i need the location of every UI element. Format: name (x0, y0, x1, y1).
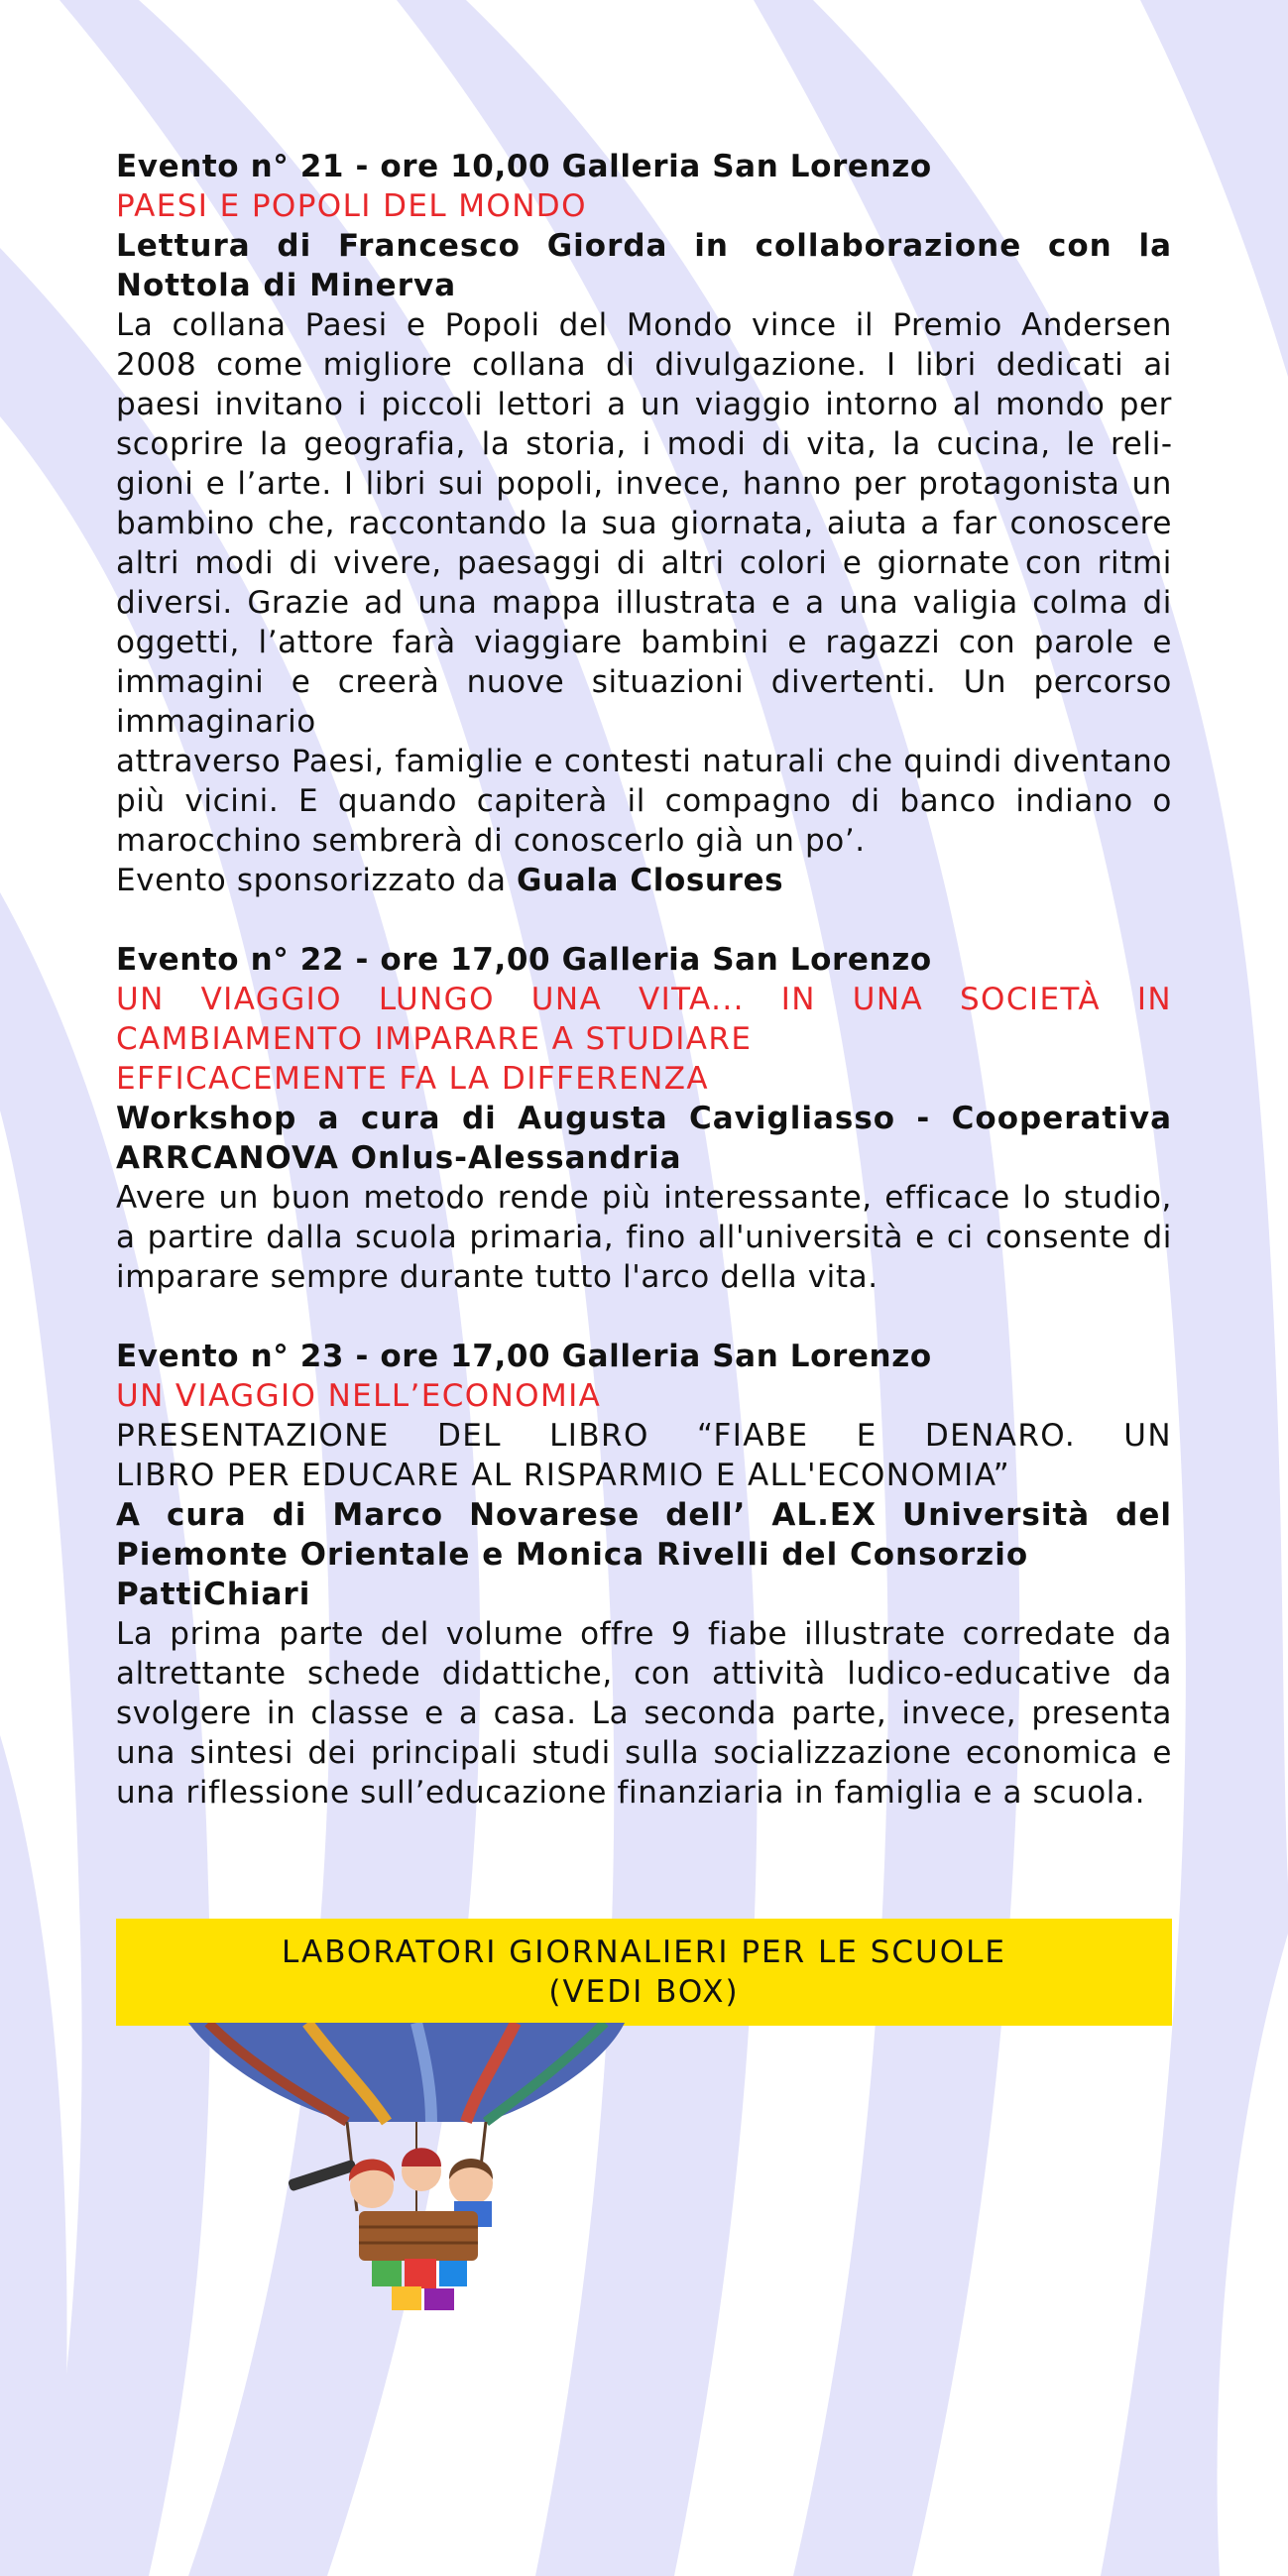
event-subtitle (116, 1099, 1172, 1178)
sponsor-line (116, 861, 1172, 900)
hot-air-balloon-icon (188, 2023, 625, 2320)
description-paragraph: Avere un buon metodo rende più interessante, efficace lo studio, a partire dalla scuola primaria, fino all'università e ci consente di imparare sempre durante tutto l'arco della vita. (116, 1180, 1172, 1295)
description-paragraph: La collana Paesi e Popoli del Mondo vince il Premio Andersen 2008 come migliore collana di divulgazione. I libri dedicati ai paesi invitano i piccoli lettori a un viaggio intorno al mondo per scoprire la geografia, la storia, i modi di vita, la cucina, le religioni e l’arte. I libri sui popoli, invece, hanno per protagonista un bambino che, raccontando la sua giornata, aiuta a far conoscere altri modi di vivere, paesaggi di altri colori e giornate con ritmi diversi. Grazie ad una mappa illustrata e a una valigia colma di oggetti, l’attore farà viaggiare bambini e ragazzi con parole e immagini e creerà nuove situazioni divertenti. Un percorso immaginario (116, 307, 1172, 740)
event-subtitle (116, 1416, 1172, 1495)
box-line: LABORATORI GIORNALIERI PER LE SCUOLE (282, 1934, 1006, 1970)
event-subtitle-line: Lettura di Francesco Giorda in collaborazione con la (116, 228, 1172, 264)
event-subtitle (116, 226, 1172, 305)
event-subtitle-line: ARRCANOVA Onlus-Alessandria (116, 1140, 682, 1176)
events-column (116, 147, 1172, 1852)
description-paragraph: La prima parte del volume offre 9 fiabe illustrate corredate da altrettante schede didattiche, con attività ludico-educative da svolgere in classe e a casa. La seconda parte, invece, presenta una sintesi dei principali studi sulla socializzazione economica e una riflessione sull’educazione finanziaria in famiglia e a scuola. (116, 1616, 1172, 1811)
event-23 (116, 1337, 1172, 1813)
event-credits (116, 1495, 1172, 1614)
sponsor-prefix: Evento sponsorizzato da (116, 863, 517, 898)
school-workshops-box (116, 1919, 1172, 2026)
event-subtitle-line: Workshop a cura di Augusta Cavigliasso - Cooperativa (116, 1101, 1172, 1136)
event-title-line: EFFICACEMENTE FA LA DIFFERENZA (116, 1061, 709, 1097)
event-header: Evento n° 21 - ore 10,00 Galleria San Lorenzo (116, 149, 932, 184)
box-line: (VEDI BOX) (548, 1974, 740, 2010)
event-title-line: UN VIAGGIO LUNGO UNA VITA... IN UNA SOCIETÀ IN (116, 982, 1172, 1017)
event-subtitle-line: Nottola di Minerva (116, 268, 457, 303)
sponsor-name: Guala Closures (517, 863, 784, 898)
event-21 (116, 147, 1172, 900)
description-paragraph: attraverso Paesi, famiglie e contesti naturali che quindi diventano più vicini. E quando capiterà il compagno di banco indiano o marocchino sembrerà di conoscerlo già un po’. (116, 744, 1172, 859)
event-title (116, 1376, 1172, 1416)
event-credits-line: PattiChiari (116, 1577, 311, 1612)
event-description (116, 1614, 1172, 1813)
event-title (116, 186, 1172, 226)
event-description (116, 305, 1172, 861)
event-header: Evento n° 22 - ore 17,00 Galleria San Lorenzo (116, 942, 932, 978)
event-credits-line: Piemonte Orientale e Monica Rivelli del Consorzio (116, 1537, 1029, 1573)
event-title-line: CAMBIAMENTO IMPARARE A STUDIARE (116, 1021, 753, 1057)
event-subtitle-line: LIBRO PER EDUCARE AL RISPARMIO E ALL'ECONOMIA” (116, 1458, 1011, 1493)
event-title-line: PAESI E POPOLI DEL MONDO (116, 188, 587, 224)
event-title (116, 980, 1172, 1099)
event-subtitle-line: PRESENTAZIONE DEL LIBRO “FIABE E DENARO. UN (116, 1418, 1172, 1454)
event-description (116, 1178, 1172, 1297)
event-credits-line: A cura di Marco Novarese dell’ AL.EX Università del (116, 1497, 1172, 1533)
event-header: Evento n° 23 - ore 17,00 Galleria San Lorenzo (116, 1339, 932, 1374)
event-22 (116, 940, 1172, 1297)
event-title-line: UN VIAGGIO NELL’ECONOMIA (116, 1378, 602, 1414)
